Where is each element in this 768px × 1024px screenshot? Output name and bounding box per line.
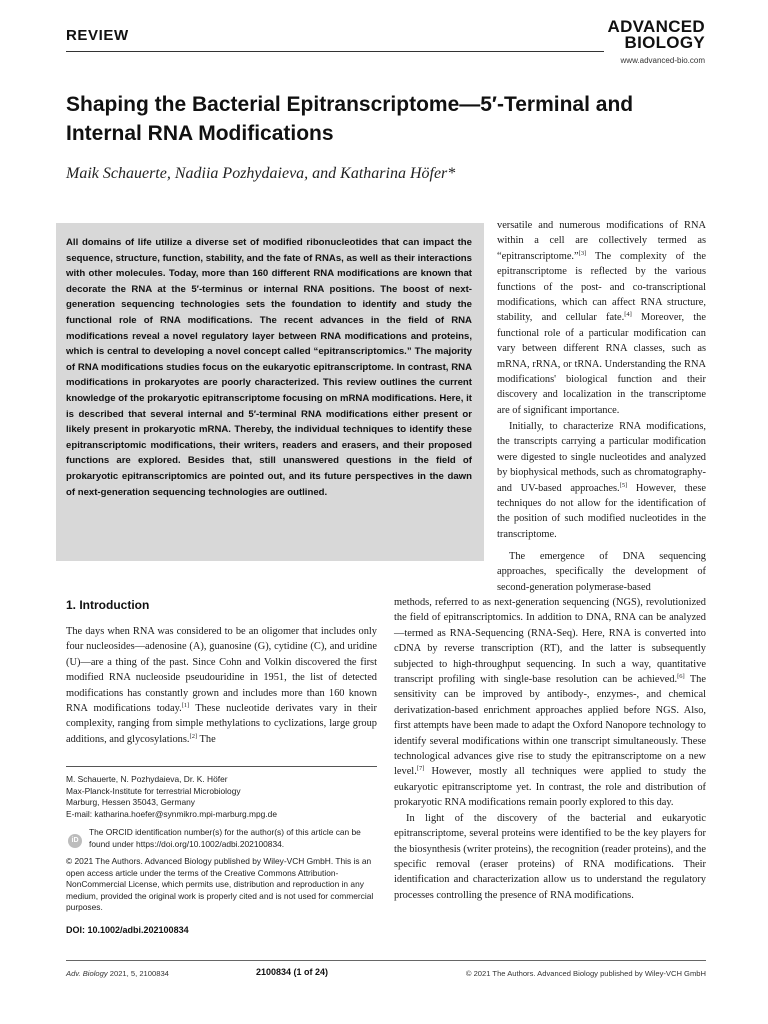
footer-copyright: © 2021 The Authors. Advanced Biology published by Wiley-VCH GmbH bbox=[465, 969, 706, 978]
right-column-paragraph-3: The emergence of DNA sequencing approaches, specifically the development of second-generation polymerase-based bbox=[497, 551, 706, 593]
section-label: REVIEW bbox=[66, 27, 129, 44]
journal-logo-line1: ADVANCED bbox=[607, 17, 705, 36]
citation-ref[interactable]: [7] bbox=[416, 765, 425, 773]
license-statement: © 2021 The Authors. Advanced Biology published by Wiley-VCH GmbH. This is an open access article under the terms of the Creative Commons Attribution-NonCommercial License, which permits use, distribution and reproduction in any medium, provided the original work is properly cited and is not used for commercial purposes. bbox=[66, 856, 374, 913]
author-list: Maik Schauerte, Nadiia Pozhydaieva, and Katharina Höfer* bbox=[66, 165, 456, 182]
article-title: Shaping the Bacterial Epitranscriptome—5′-Terminal and Internal RNA Modifications bbox=[66, 93, 634, 145]
citation-ref[interactable]: [2] bbox=[189, 732, 198, 740]
text-span: Moreover, the functional role of a particular modification can vary between different RNA classes, such as mRNA, rRNA, or tRNA. Understanding the RNA modifications' biological function and their discovery and localization in the transcriptome are of significant importance. bbox=[497, 312, 706, 416]
citation-ref[interactable]: [3] bbox=[578, 249, 587, 257]
affiliation-names: M. Schauerte, N. Pozhydaieva, Dr. K. Höfer bbox=[66, 774, 228, 784]
text-span: However, mostly all techniques were applied to study the eukaryotic epitranscriptome yet. In contrast, the role and distribution of prokaryotic RNA modifications remain poorly explored to this day. bbox=[394, 766, 706, 809]
text-span: The complexity of the epitranscriptome is reflected by the various functions of the post- and co-transcriptional modifications, which can affect RNA structure, stability, and cellular fate. bbox=[497, 250, 706, 324]
text-span: Initially, to characterize RNA modifications, the transcripts carrying a particular modification were digested to single nucleotides and analyzed by biophysical methods, such as chromatography- and UV-based approaches. bbox=[497, 421, 706, 494]
affiliation-location: Marburg, Hessen 35043, Germany bbox=[66, 797, 195, 808]
footnote-divider bbox=[66, 766, 377, 767]
text-span: However, these techniques do not allow for the identification of the position of such modified nucleotides in the transcriptome. bbox=[497, 482, 707, 540]
citation-ref[interactable]: [4] bbox=[624, 311, 632, 319]
text-span: versatile and numerous modifications of RNA within a cell are collectively termed as “epitranscriptome.” bbox=[497, 220, 706, 262]
orcid-note[interactable]: The ORCID identification number(s) for the author(s) of this article can be found under https://doi.org/10.1002/adbi.202100834. bbox=[89, 827, 361, 849]
doi-link[interactable]: DOI: 10.1002/adbi.202100834 bbox=[66, 925, 189, 935]
paragraph-ngs bbox=[394, 595, 706, 811]
footer-citation bbox=[66, 969, 169, 978]
text-span: The days when RNA was considered to be an oligomer that includes only four nucleosides—adenosine (A), guanosine (G), cytidine (C), and uridine (U)—are a thing of the past. Since Cohn and Volkin discovered the first modified RNA nucleoside pseudouridine in 1951, the list of detected modifications has constantly grown and includes more than 160 known RNA modifications today. bbox=[66, 626, 377, 715]
right-column-continuation bbox=[394, 595, 706, 903]
footer-journal-abbrev: Adv. Biology bbox=[66, 969, 108, 978]
author-affiliation bbox=[66, 774, 377, 820]
text-span: The bbox=[197, 733, 216, 745]
right-column-paragraph-2 bbox=[497, 419, 706, 542]
affiliation-email[interactable]: E-mail: katharina.hoefer@synmikro.mpi-marburg.mpg.de bbox=[66, 808, 277, 819]
paragraph-proteins: In light of the discovery of the bacterial and eukaryotic epitranscriptome, several proteins were identified to be the key players for the biosynthesis (writer proteins), the recognition (reader proteins), and the specific removal (eraser proteins) of RNA modifications. Their identification and characterization allow us to understand the regulatory processes controlling the presence of RNA modifications. bbox=[394, 812, 706, 901]
orcid-icon: iD bbox=[68, 834, 82, 848]
text-span: methods, referred to as next-generation sequencing (NGS), revolutionized the field of epitranscriptomics. In addition to DNA, RNA can be analyzed—termed as RNA-Sequencing (RNA-Seq). Here, RNA is converted into cDNA by reverse transcription (RT), and the latter is subsequently subjected to high-throughput sequencing. In such a way, quantitative transcript profiling with single-base resolution can be achieved. bbox=[394, 597, 706, 686]
affiliation-institute: Max-Planck-Institute for terrestrial Microbiology bbox=[66, 785, 241, 796]
citation-ref[interactable]: [5] bbox=[619, 481, 628, 489]
text-span: These nucleotide derivates vary in their complexity, ranging from simple methylations to cyclizations, large group additions, and glycosylations. bbox=[66, 703, 377, 745]
abstract-text: All domains of life utilize a diverse set of modified ribonucleotides that can impact the sequence, structure, function, stability, and the fate of RNAs, as well as their interactions with other molecules. Today, more than 160 different RNA modifications are known that decorate the RNA at the 5′-terminus or internal RNA positions. The boost of next-generation sequencing technologies sets the foundation to identify and study the functional role of RNA modifications. The recent advances in the field of RNA modifications reveal a novel regulatory layer between RNA modifications and proteins, which is central to developing a novel concept called “epitranscriptomics.” The majority of RNA modifications studies focus on the eukaryotic epitranscriptome. In contrast, RNA modifications in prokaryotes are poorly characterized. This review outlines the current knowledge of the prokaryotic epitranscriptome focusing on mRNA modifications. Here, it is described that several internal and 5′-terminal RNA modifications either present or likely present in prokaryotic mRNA. Thereby, the individual techniques to identify these epitranscriptomic modifications, their writers, readers and erasers, and their proposed functions are explored. Besides that, still unanswered questions in the field of prokaryotic epitranscriptomics are pointed out, and its future perspectives in the dawn of next-generation sequencing technologies are outlined. bbox=[66, 237, 472, 498]
journal-logo bbox=[608, 19, 705, 51]
introduction-paragraph bbox=[66, 624, 377, 747]
footer-citation-text: 2021, 5, 2100834 bbox=[107, 969, 169, 978]
footer-divider bbox=[66, 960, 706, 961]
section-heading-introduction: 1. Introduction bbox=[66, 598, 150, 612]
header-divider bbox=[66, 51, 604, 52]
citation-ref[interactable]: [1] bbox=[181, 702, 190, 710]
journal-url[interactable]: www.advanced-bio.com bbox=[620, 56, 705, 65]
footer-page-info: 2100834 (1 of 24) bbox=[256, 967, 329, 977]
text-span: The sensitivity can be improved by antibody-, enzymes-, and chemical derivatization-based enrichment approaches applied before NGS. Also, first attempts have been made to adapt the Oxford Nanopore technology to identify several modifications within one transcript simultaneously. These technological advances give rise to study the epitranscriptome on a new level. bbox=[394, 674, 706, 778]
citation-ref[interactable]: [6] bbox=[677, 673, 685, 681]
journal-logo-line2: BIOLOGY bbox=[624, 33, 705, 52]
right-column-paragraph-1 bbox=[497, 218, 706, 418]
